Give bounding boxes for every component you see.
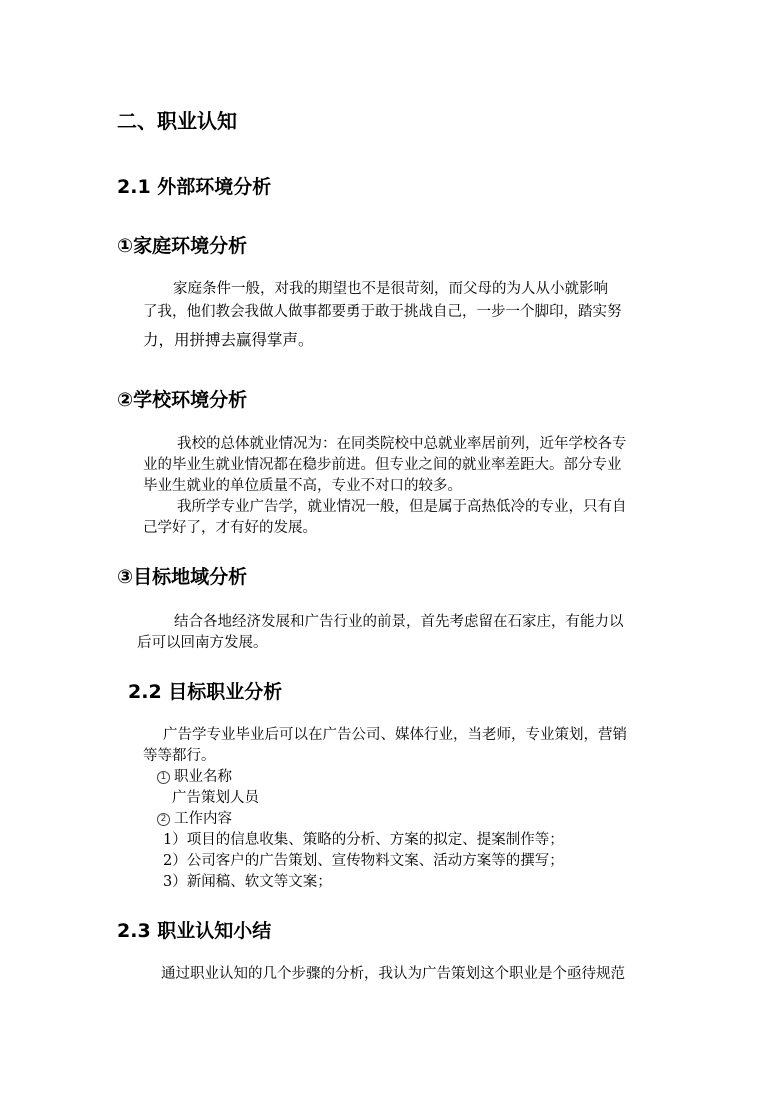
section-heading-2-1: 2.1 外部环境分析 <box>117 176 272 198</box>
circled-number-icon: 2 <box>157 813 170 826</box>
paragraph-line: 力，用拼搏去赢得掌声。 <box>143 331 314 349</box>
paragraph-line: 通过职业认知的几个步骤的分析，我认为广告策划这个职业是个亟待规范 <box>161 966 625 982</box>
paragraph-line: 业的毕业生就业情况都在稳步前进。但专业之间的就业率差距大。部分专业 <box>143 457 622 473</box>
subheading-target-region: ③目标地域分析 <box>117 566 248 588</box>
list-item-job-title <box>157 767 232 787</box>
subheading-family-environment: ①家庭环境分析 <box>117 235 248 257</box>
paragraph-line: 家庭条件一般，对我的期望也不是很苛刻，而父母的为人从小就影响 <box>173 281 608 297</box>
paragraph-line: 后可以回南方发展。 <box>137 635 268 651</box>
list-item-label: 工作内容 <box>174 811 232 827</box>
chapter-heading: 二、职业认知 <box>117 109 237 133</box>
paragraph-line: 我所学专业广告学，就业情况一般，但是属于高热低冷的专业，只有自 <box>177 499 627 515</box>
paragraph-line: 己学好了，才有好的发展。 <box>143 520 317 536</box>
paragraph-line: 广告学专业毕业后可以在广告公司、媒体行业，当老师，专业策划，营销 <box>163 727 627 743</box>
paragraph-line: 等等都行。 <box>143 748 216 764</box>
section-heading-2-3: 2.3 职业认知小结 <box>117 920 272 942</box>
paragraph-line: 我校的总体就业情况为：在同类院校中总就业率居前列，近年学校各专 <box>177 436 627 452</box>
list-item-job-content <box>157 809 232 829</box>
circled-number-icon: 1 <box>157 771 170 784</box>
paragraph-line: 结合各地经济发展和广告行业的前景，首先考虑留在石家庄，有能力以 <box>174 614 624 630</box>
paragraph-line: 毕业生就业的单位质量不高，专业不对口的较多。 <box>143 478 462 494</box>
subheading-school-environment: ②学校环境分析 <box>117 389 248 411</box>
work-item: 1）项目的信息收集、策略的分析、方案的拟定、提案制作等； <box>163 832 564 848</box>
work-item: 2）公司客户的广告策划、宣传物料文案、活动方案等的撰写； <box>163 853 564 869</box>
section-heading-2-2: 2.2 目标职业分析 <box>128 681 283 703</box>
list-item-label: 职业名称 <box>174 769 232 785</box>
list-item-value: 广告策划人员 <box>172 790 259 806</box>
work-item: 3）新闻稿、软文等文案； <box>163 874 332 890</box>
paragraph-line: 了我，他们教会我做人做事都要勇于敢于挑战自己，一步一个脚印，踏实努 <box>143 304 622 320</box>
